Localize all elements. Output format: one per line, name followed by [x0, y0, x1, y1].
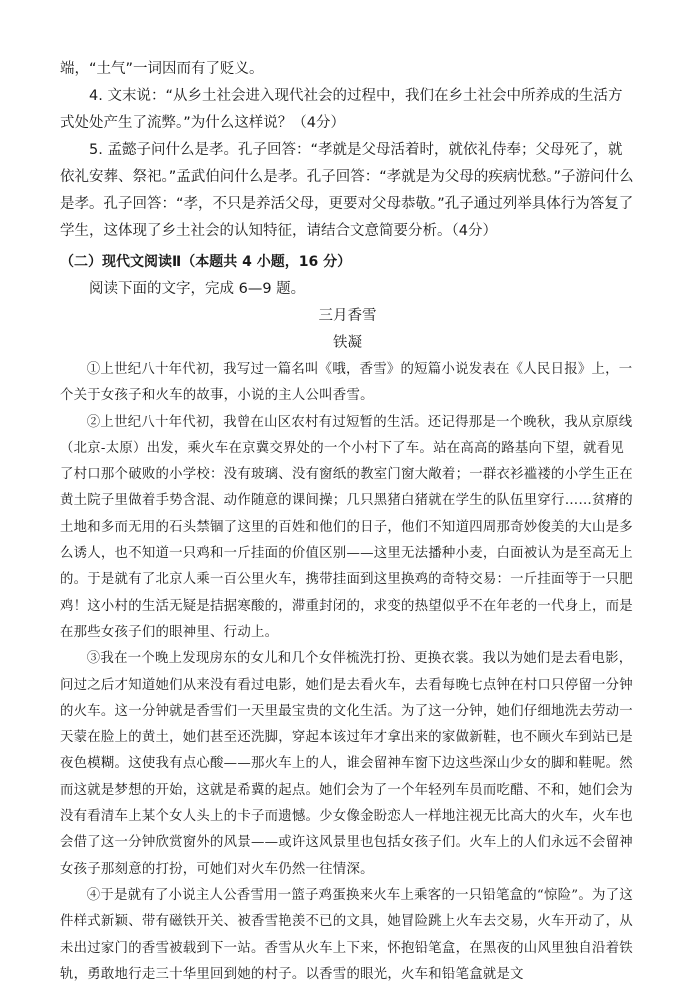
article-title: 三月香雪 — [318, 308, 377, 324]
question-3-tail: 端，“土气”一词因而有了贬义。 — [60, 61, 264, 77]
question-5: 5. 孟懿子问什么是孝。孔子回答：“孝就是父母活着时，就依礼侍奉；父母死了，就依礼安葬、祭祀。”孟武伯问什么是孝。孔子回答：“孝就是为父母的疾病忧愁。”子游问什么是孝。孔子回答：“孝，不只是养活父母，更要对父母恭敬。”孔子通过列举具体行为答复了学生，这体现了乡土社会的认知特征，请结合文意简要分析。（4分） — [60, 142, 634, 239]
article-paragraph-2: ②上世纪八十年代初，我曾在山区农村有过短暂的生活。还记得那是一个晚秋，我从京原线（北京-太原）出发，乘火车在京冀交界处的一个小村下了车。站在高高的路基向下望，就看见了村口那个破败的小学校：没有玻璃、没有窗纸的教室门窗大敞着；一群衣衫褴褛的小学生正在黄土院子里做着手势含混、动作随意的课间操；几只黑猪白猪就在学生的队伍里穿行……贫瘠的土地和多而无用的石头禁锢了这里的百姓和他们的日子，他们不知道四周那奇妙俊美的大山是多么诱人，也不知道一只鸡和一斤挂面的价值区别——这里无法播种小麦，白面被认为是至高无上的。于是就有了北京人乘一百公里火车，携带挂面到这里换鸡的奇特交易：一斤挂面等于一只肥鸡！这小村的生活无疑是拮据寒酸的，滞重封闭的，求变的热望似乎不在年老的一代身上，而是在那些女孩子们的眼神里、行动上。 — [60, 414, 633, 640]
article-paragraph-1: ①上世纪八十年代初，我写过一篇名叫《哦，香雪》的短篇小说发表在《人民日报》上，一个关于女孩子和火车的故事，小说的主人公叫香雪。 — [60, 362, 633, 404]
article-author: 铁凝 — [333, 335, 362, 351]
section-instruction: 阅读下面的文字，完成 6—9 题。 — [89, 281, 306, 297]
article-paragraph-4: ④于是就有了小说主人公香雪用一篮子鸡蛋换来火车上乘客的一只铅笔盒的“惊险”。为了这件样式新颖、带有磁铁开关、被香雪艳羡不已的文具，她冒险跳上火车去交易，火车开动了，从未出过家门的香雪被载到下一站。香雪从火车上下来，怀抱铅笔盒，在黑夜的山风里独自沿着铁轨，勇敢地行走三十华里回到她的村子。以香雪的眼光，火车和铅笔盒就是文 — [60, 887, 633, 982]
article-paragraph-3: ③我在一个晚上发现房东的女儿和几个女伴梳洗打扮、更换衣裳。我以为她们是去看电影，问过之后才知道她们从来没有看过电影，她们是去看火车，去看每晚七点钟在村口只停留一分钟的火车。这一分钟就是香雪们一天里最宝贵的文化生活。为了这一分钟，她们仔细地洗去劳动一天蒙在脸上的黄土，她们甚至还洗脚，穿起本该过年才拿出来的家做新鞋，也不顾火车到站已是夜色模糊。这使我有点心酸——那火车上的人，谁会留神车窗下边这些深山少女的脚和鞋呢。然而这就是梦想的开始，这就是希冀的起点。她们会为了一个年轻列车员而吃醋、不和，她们会为没有看清车上某个女人头上的卡子而遗憾。少女像金盼恋人一样地注视无比高大的火车，火车也会借了这一分钟欣赏窗外的风景——或许这风景里也包括女孩子们。火车上的人们永远不会留神女孩子那刻意的打扮，可她们对火车仍然一往情深。 — [60, 651, 633, 877]
question-4: 4. 文末说：“从乡土社会进入现代社会的过程中，我们在乡土社会中所养成的生活方式处处产生了流弊。”为什么这样说？（4分） — [60, 88, 623, 131]
section-heading: （二）现代文阅读Ⅱ（本题共 4 小题，16 分） — [60, 254, 352, 270]
